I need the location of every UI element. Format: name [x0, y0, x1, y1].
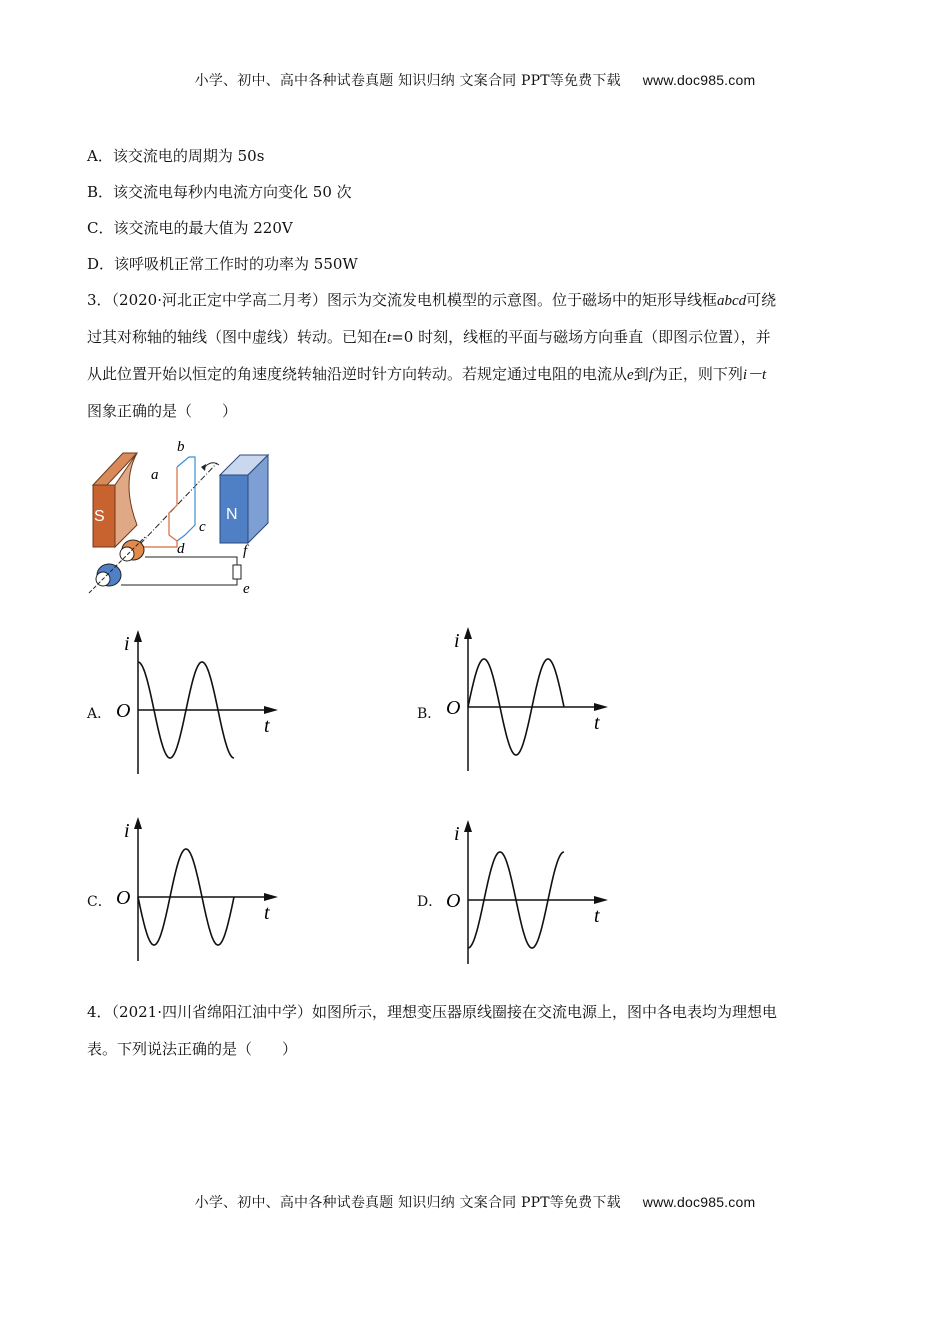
x-axis-arrow	[264, 893, 278, 901]
q3-line3-b: 为正，则下列	[652, 365, 743, 383]
y-axis-arrow	[464, 627, 472, 639]
q3-line2-a: 过其对称轴的轴线（图中虚线）转动。已知在	[87, 328, 388, 346]
q3-option-d-graph[interactable]	[440, 818, 620, 968]
label-a: a	[151, 467, 159, 483]
q3-line1-var: abcd	[717, 293, 747, 309]
footer-text: 小学、初中、高中各种试卷真题 知识归纳 文案合同 PPT等免费下载	[194, 1195, 621, 1211]
footer-url[interactable]: www.doc985.com	[642, 1194, 756, 1210]
page-header	[0, 70, 950, 90]
header-url[interactable]: www.doc985.com	[642, 72, 756, 88]
page-footer	[0, 1192, 950, 1212]
q3-option-b-label[interactable]: B．	[417, 706, 442, 722]
y-axis-arrow	[134, 817, 142, 829]
y-axis-label: i	[124, 820, 130, 842]
x-axis-arrow	[594, 703, 608, 711]
q3-line3-a: 从此位置开始以恒定的角速度绕转轴沿逆时针方向转动。若规定通过电阻的电流从	[87, 365, 628, 383]
y-axis-label: i	[454, 823, 460, 845]
header-text: 小学、初中、高中各种试卷真题 知识归纳 文案合同 PPT等免费下载	[194, 73, 621, 89]
label-c: c	[199, 519, 206, 535]
n-magnet	[220, 455, 268, 543]
origin-label: O	[116, 887, 131, 909]
origin-label: O	[116, 700, 131, 722]
q2-option-d: D．该呼吸机正常工作时的功率为 550W	[87, 255, 358, 273]
q3-line3-var: i－t	[742, 367, 767, 383]
origin-label: O	[446, 697, 461, 719]
s-label: S	[94, 508, 105, 525]
label-e: e	[243, 581, 250, 597]
q3-option-a-graph[interactable]	[110, 628, 280, 778]
x-axis-label: t	[264, 902, 270, 924]
q3-option-d-label[interactable]: D．	[417, 894, 443, 910]
x-axis-arrow	[594, 896, 608, 904]
q3-option-b-graph[interactable]	[440, 625, 620, 775]
coil-front	[177, 457, 195, 541]
s-magnet	[93, 453, 137, 547]
q3-option-c-label[interactable]: C．	[87, 894, 112, 910]
y-axis-label: i	[454, 630, 460, 652]
q3-line2-b: =0 时刻，线框的平面与磁场方向垂直（即图示位置），并	[391, 328, 771, 346]
q4-stem-line-2: 表。下列说法正确的是（ ）	[87, 1040, 298, 1058]
q3-line3-mid: 到	[633, 365, 649, 383]
q2-option-c: C．该交流电的最大值为 220V	[87, 219, 293, 237]
q3-line1-a: 3．（2020·河北正定中学高二月考）图示为交流发电机模型的示意图。位于磁场中的矩形导线框	[87, 291, 717, 309]
x-axis-label: t	[594, 905, 600, 927]
generator-figure	[85, 435, 285, 600]
wire-bottom	[121, 579, 237, 585]
label-b: b	[177, 439, 185, 455]
q2-option-a: A．该交流电的周期为 50s	[87, 147, 265, 165]
resistor	[233, 565, 241, 579]
q3-line2-var: t	[387, 330, 392, 346]
x-axis-label: t	[594, 712, 600, 734]
x-axis-arrow	[264, 706, 278, 714]
x-axis-label: t	[264, 715, 270, 737]
q3-line1-b: 可绕	[746, 291, 777, 309]
q3-stem-line-4: 图象正确的是（ ）	[87, 402, 238, 420]
y-axis-arrow	[464, 820, 472, 832]
q4-stem-line-1: 4．（2021·四川省绵阳江油中学）如图所示，理想变压器原线圈接在交流电源上，图中各电表均为理想电	[87, 1003, 777, 1021]
origin-label: O	[446, 890, 461, 912]
q3-stem-line-1	[87, 290, 776, 311]
q3-line3-f: f	[648, 367, 653, 383]
q3-stem-line-3	[87, 364, 766, 385]
q3-line3-e: e	[627, 367, 634, 383]
q2-option-b: B．该交流电每秒内电流方向变化 50 次	[87, 183, 352, 201]
label-f: f	[243, 543, 248, 559]
q3-option-c-graph[interactable]	[110, 815, 290, 965]
q3-option-a-label[interactable]: A．	[87, 706, 112, 722]
label-d: d	[177, 541, 185, 557]
wire-top	[145, 557, 237, 565]
y-axis-label: i	[124, 633, 130, 655]
q3-stem-line-2	[87, 327, 771, 348]
n-label: N	[226, 506, 238, 523]
y-axis-arrow	[134, 630, 142, 642]
